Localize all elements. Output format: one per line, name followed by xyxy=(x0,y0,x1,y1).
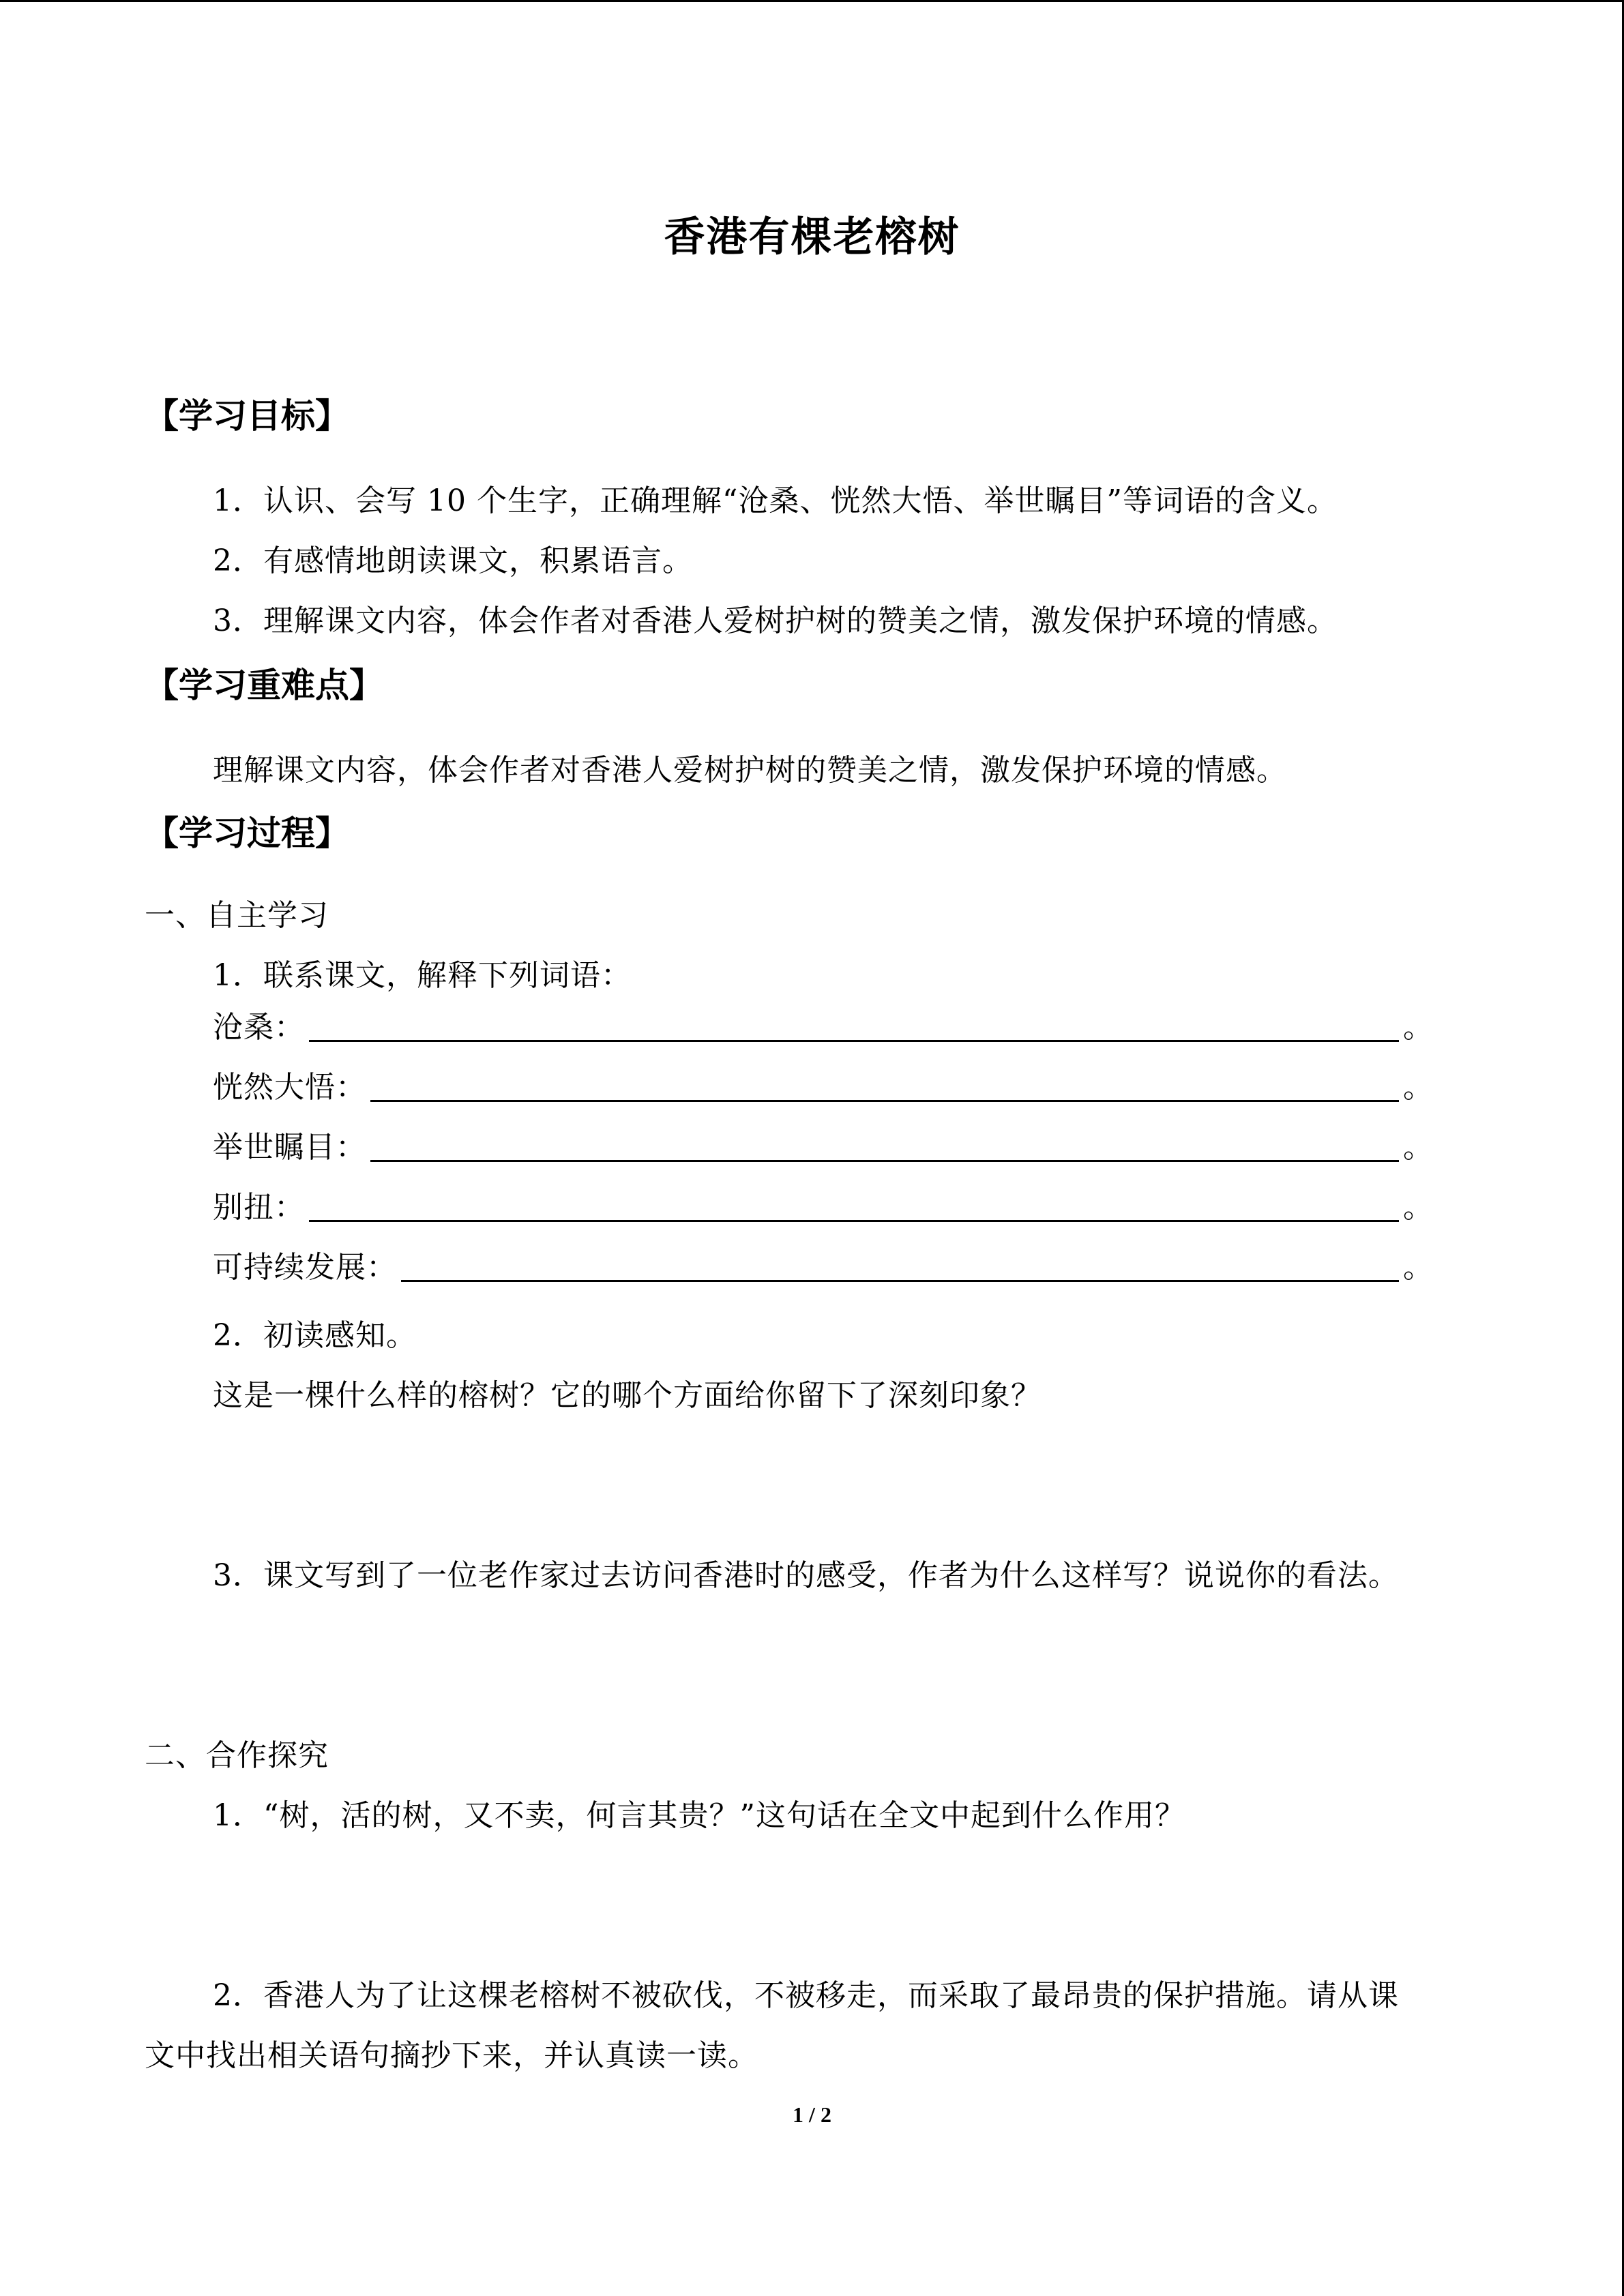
word-end-mark: 。 xyxy=(1403,1130,1434,1165)
word-label: 沧桑： xyxy=(213,1010,305,1045)
part2-heading: 二、合作探究 xyxy=(145,1738,329,1773)
part1-question-3: 3．课文写到了一位老作家过去访问香港时的感受，作者为什么这样写？说说你的看法。 xyxy=(213,1558,1399,1593)
word-label: 可持续发展： xyxy=(213,1250,397,1285)
goal-item-3: 3．理解课文内容，体会作者对香港人爱树护树的赞美之情，激发保护环境的情感。 xyxy=(213,603,1338,638)
answer-blank[interactable] xyxy=(370,1130,1399,1162)
goal-item-2: 2．有感情地朗读课文，积累语言。 xyxy=(213,543,693,578)
word-fill-row xyxy=(213,1065,1434,1106)
word-end-mark: 。 xyxy=(1403,1010,1434,1045)
answer-blank[interactable] xyxy=(370,1070,1399,1102)
part1-question-2-text: 这是一棵什么样的榕树？它的哪个方面给你留下了深刻印象？ xyxy=(213,1378,1042,1413)
word-end-mark: 。 xyxy=(1403,1190,1434,1225)
word-end-mark: 。 xyxy=(1403,1070,1434,1105)
word-fill-row xyxy=(213,1005,1434,1046)
process-heading: 【学习过程】 xyxy=(145,813,349,853)
word-fill-row xyxy=(213,1245,1434,1286)
goal-item-1: 1．认识、会写 10 个生字，正确理解“沧桑、恍然大悟、举世瞩目”等词语的含义。 xyxy=(213,483,1338,518)
document-title: 香港有棵老榕树 xyxy=(664,213,960,261)
word-label: 举世瞩目： xyxy=(213,1130,366,1165)
part2-question-2-line2: 文中找出相关语句摘抄下来，并认真读一读。 xyxy=(145,2038,758,2073)
answer-blank[interactable] xyxy=(401,1250,1399,1282)
key-points-text: 理解课文内容，体会作者对香港人爱树护树的赞美之情，激发保护环境的情感。 xyxy=(213,753,1287,788)
word-label: 恍然大悟： xyxy=(213,1070,366,1105)
part1-question-2: 2．初读感知。 xyxy=(213,1318,417,1353)
page-number: 1 / 2 xyxy=(793,2102,831,2127)
part2-question-2-line1: 2．香港人为了让这棵老榕树不被砍伐，不被移走，而采取了最昂贵的保护措施。请从课 xyxy=(213,1978,1399,2013)
part1-question-1: 1．联系课文，解释下列词语： xyxy=(213,958,632,993)
word-fill-row xyxy=(213,1185,1434,1226)
word-label: 别扭： xyxy=(213,1190,305,1225)
goals-heading: 【学习目标】 xyxy=(145,396,349,436)
answer-blank[interactable] xyxy=(309,1010,1399,1042)
part1-heading: 一、自主学习 xyxy=(145,898,329,933)
key-points-heading: 【学习重难点】 xyxy=(145,665,383,705)
word-end-mark: 。 xyxy=(1403,1250,1434,1285)
part2-question-1: 1．“树，活的树，又不卖，何言其贵？”这句话在全文中起到什么作用？ xyxy=(213,1798,1185,1833)
answer-blank[interactable] xyxy=(309,1190,1399,1222)
word-fill-row xyxy=(213,1125,1434,1166)
